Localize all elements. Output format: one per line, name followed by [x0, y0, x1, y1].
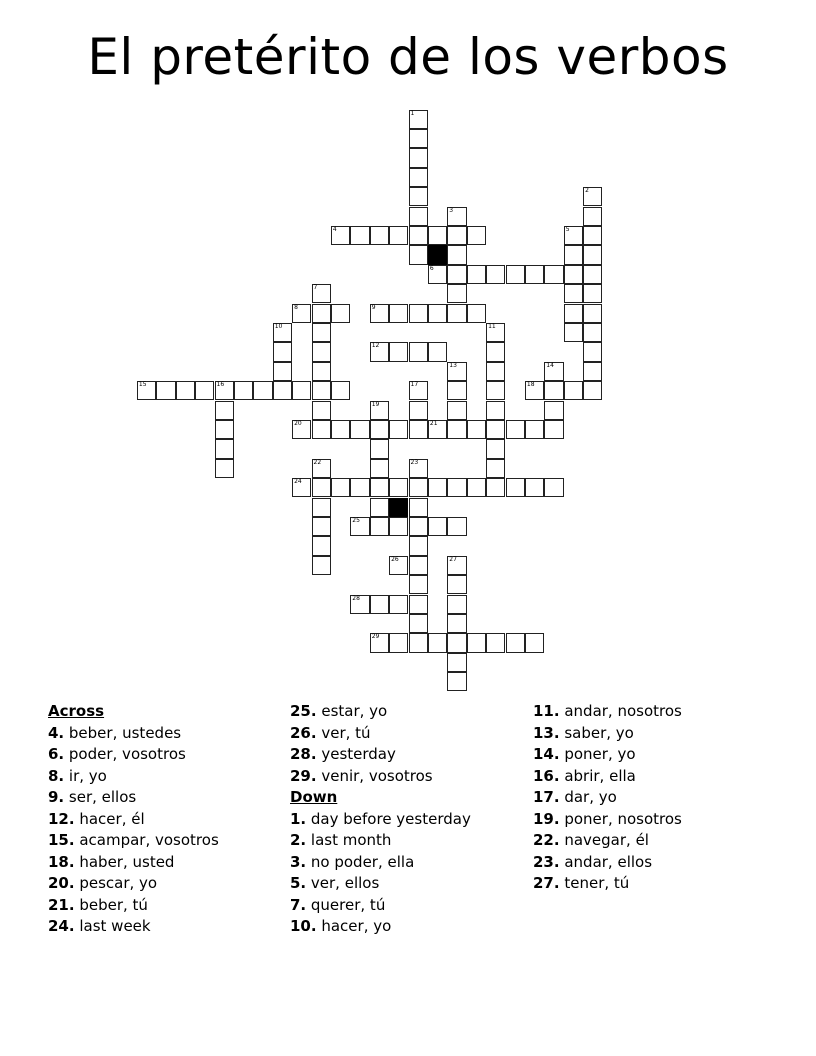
grid-cell[interactable]: [215, 381, 234, 400]
grid-cell[interactable]: [273, 362, 292, 381]
grid-cell[interactable]: [544, 420, 563, 439]
clue-item: [533, 723, 682, 745]
grid-cell[interactable]: [409, 129, 428, 148]
clue-number: 29: [371, 633, 380, 641]
clue-item-number: 29.: [290, 766, 317, 785]
grid-cell[interactable]: [447, 284, 466, 303]
grid-cell[interactable]: [215, 401, 234, 420]
grid-cell[interactable]: [486, 342, 505, 361]
grid-cell[interactable]: [409, 342, 428, 361]
clue-item-text: hacer, él: [74, 809, 145, 828]
clue-item-number: 18.: [48, 852, 75, 871]
grid-cell[interactable]: [428, 633, 447, 652]
clue-item: [533, 701, 682, 723]
grid-cell[interactable]: [370, 633, 389, 652]
grid-cell[interactable]: [467, 265, 486, 284]
clue-item-number: 19.: [533, 809, 560, 828]
clue-item-number: 1.: [290, 809, 307, 828]
grid-cell[interactable]: [564, 284, 583, 303]
grid-cell[interactable]: [467, 633, 486, 652]
clue-item-text: ser, ellos: [64, 788, 137, 806]
clue-number: 14: [546, 361, 554, 369]
clue-number: 5: [565, 225, 570, 233]
clue-item: [48, 873, 219, 895]
grid-cell[interactable]: [564, 381, 583, 400]
grid-cell[interactable]: [564, 323, 583, 342]
clue-item-text: abrir, ella: [559, 766, 636, 785]
grid-cell[interactable]: [447, 265, 466, 284]
clue-item-number: 24.: [48, 917, 75, 935]
grid-cell[interactable]: [370, 226, 389, 245]
grid-cell[interactable]: [292, 420, 311, 439]
clue-item-number: 4.: [48, 723, 65, 742]
clue-section-header: Down: [290, 788, 338, 806]
grid-cell[interactable]: [525, 633, 544, 652]
clue-item-text: no poder, ella: [306, 852, 415, 871]
clue-item-text: last week: [74, 917, 151, 935]
grid-cell[interactable]: [583, 207, 602, 226]
clue-item: [290, 916, 471, 938]
grid-cell[interactable]: [447, 420, 466, 439]
clue-number: 10: [274, 322, 283, 330]
clue-number: 26: [391, 555, 399, 563]
grid-cell[interactable]: [292, 381, 311, 400]
clue-item: [48, 787, 219, 809]
clue-item-text: andar, ellos: [559, 852, 653, 871]
grid-cell[interactable]: [409, 110, 428, 129]
clue-column-1: [48, 701, 219, 938]
grid-cell[interactable]: [447, 304, 466, 323]
grid-cell[interactable]: [312, 304, 331, 323]
grid-cell[interactable]: [447, 401, 466, 420]
grid-cell[interactable]: [370, 401, 389, 420]
grid-cell[interactable]: [506, 420, 525, 439]
grid-cell[interactable]: [137, 381, 156, 400]
grid-cell[interactable]: [409, 381, 428, 400]
grid-cell[interactable]: [409, 536, 428, 555]
grid-cell[interactable]: [525, 478, 544, 497]
clue-item-text: yesterday: [316, 745, 396, 763]
grid-cell[interactable]: [447, 245, 466, 264]
clue-item-text: haber, usted: [74, 852, 175, 871]
grid-cell[interactable]: [312, 381, 331, 400]
grid-cell[interactable]: [409, 226, 428, 245]
clue-item-number: 11.: [533, 702, 560, 720]
clue-number: 1: [410, 109, 415, 117]
grid-cell[interactable]: [409, 420, 428, 439]
clue-item: [533, 830, 682, 852]
grid-cell[interactable]: [370, 420, 389, 439]
grid-cell[interactable]: [409, 556, 428, 575]
clue-number: 19: [371, 400, 380, 408]
grid-cell[interactable]: [409, 478, 428, 497]
clue-number: 4: [332, 225, 337, 233]
clue-item: [533, 873, 682, 895]
grid-cell[interactable]: [447, 653, 466, 672]
clue-item-text: ver, ellos: [306, 874, 380, 892]
grid-cell[interactable]: [312, 556, 331, 575]
grid-cell[interactable]: [312, 284, 331, 303]
grid-cell[interactable]: [447, 633, 466, 652]
clue-number: 22: [313, 458, 322, 466]
grid-cell[interactable]: [544, 362, 563, 381]
grid-cell[interactable]: [409, 245, 428, 264]
black-square: [428, 245, 447, 264]
grid-cell[interactable]: [486, 459, 505, 478]
grid-cell[interactable]: [564, 265, 583, 284]
grid-cell[interactable]: [331, 304, 350, 323]
grid-cell[interactable]: [312, 420, 331, 439]
clue-item-number: 9.: [48, 788, 65, 806]
grid-cell[interactable]: [544, 381, 563, 400]
clue-item-number: 25.: [290, 702, 317, 720]
grid-cell[interactable]: [428, 304, 447, 323]
grid-cell[interactable]: [447, 478, 466, 497]
clue-number: 12: [371, 342, 380, 350]
clue-item-text: querer, tú: [306, 895, 386, 914]
grid-cell[interactable]: [583, 323, 602, 342]
grid-cell[interactable]: [467, 304, 486, 323]
grid-cell[interactable]: [467, 420, 486, 439]
grid-cell[interactable]: [312, 478, 331, 497]
clue-item-number: 12.: [48, 809, 75, 828]
clue-item-number: 3.: [290, 852, 307, 871]
clue-item-number: 16.: [533, 766, 560, 785]
clue-item-number: 20.: [48, 874, 75, 892]
grid-cell[interactable]: [273, 323, 292, 342]
clue-number: 27: [449, 555, 457, 563]
grid-cell[interactable]: [389, 420, 408, 439]
grid-cell[interactable]: [583, 284, 602, 303]
grid-cell[interactable]: [370, 439, 389, 458]
clue-item-text: venir, vosotros: [316, 766, 433, 785]
grid-cell[interactable]: [447, 362, 466, 381]
clue-item-number: 14.: [533, 745, 560, 763]
grid-cell[interactable]: [350, 517, 369, 536]
grid-cell[interactable]: [389, 633, 408, 652]
grid-cell[interactable]: [370, 517, 389, 536]
clue-item-text: navegar, él: [559, 831, 649, 849]
clue-number: 3: [449, 206, 454, 214]
grid-cell[interactable]: [215, 459, 234, 478]
clue-item-number: 21.: [48, 895, 75, 914]
grid-cell[interactable]: [583, 304, 602, 323]
grid-cell[interactable]: [447, 595, 466, 614]
clue-item: [48, 744, 219, 766]
clue-item: [48, 723, 219, 745]
clue-item: [533, 744, 682, 766]
grid-cell[interactable]: [331, 478, 350, 497]
grid-cell[interactable]: [331, 226, 350, 245]
clue-item-number: 26.: [290, 723, 317, 742]
grid-cell[interactable]: [525, 381, 544, 400]
puzzle-title: El pretérito de los verbos: [87, 28, 729, 86]
grid-cell[interactable]: [350, 226, 369, 245]
grid-cell[interactable]: [389, 304, 408, 323]
grid-cell[interactable]: [409, 207, 428, 226]
black-square: [389, 498, 408, 517]
clue-number: 20: [294, 419, 302, 427]
clue-item-number: 13.: [533, 723, 560, 742]
grid-cell[interactable]: [292, 304, 311, 323]
clue-number: 18: [526, 381, 535, 389]
grid-cell[interactable]: [486, 420, 505, 439]
clue-item: [48, 895, 219, 917]
grid-cell[interactable]: [195, 381, 214, 400]
clue-item: [290, 723, 471, 745]
grid-cell[interactable]: [215, 439, 234, 458]
clue-number: 23: [410, 458, 419, 466]
clue-item-text: saber, yo: [559, 723, 634, 742]
grid-cell[interactable]: [409, 148, 428, 167]
clue-number: 16: [216, 381, 225, 389]
clue-number: 9: [371, 303, 376, 311]
grid-cell[interactable]: [486, 323, 505, 342]
grid-cell[interactable]: [409, 304, 428, 323]
clue-item-text: poder, vosotros: [64, 745, 186, 763]
grid-cell[interactable]: [253, 381, 272, 400]
clue-number: 7: [313, 284, 318, 292]
grid-cell[interactable]: [409, 459, 428, 478]
clue-item: [290, 701, 471, 723]
grid-cell[interactable]: [486, 439, 505, 458]
grid-cell[interactable]: [447, 614, 466, 633]
grid-cell[interactable]: [506, 265, 525, 284]
clue-item-number: 17.: [533, 788, 560, 806]
grid-cell[interactable]: [409, 168, 428, 187]
grid-cell[interactable]: [583, 265, 602, 284]
clue-number: 28: [352, 594, 360, 602]
grid-cell[interactable]: [447, 575, 466, 594]
grid-cell[interactable]: [312, 323, 331, 342]
grid-cell[interactable]: [370, 342, 389, 361]
grid-cell[interactable]: [486, 401, 505, 420]
grid-cell[interactable]: [544, 478, 563, 497]
grid-cell[interactable]: [583, 342, 602, 361]
clue-number: 11: [488, 322, 496, 330]
clue-item-number: 2.: [290, 831, 307, 849]
grid-cell[interactable]: [292, 478, 311, 497]
clue-number: 24: [294, 478, 302, 486]
clue-item-text: last month: [306, 831, 392, 849]
grid-cell[interactable]: [312, 498, 331, 517]
grid-cell[interactable]: [156, 381, 175, 400]
grid-cell[interactable]: [370, 498, 389, 517]
grid-cell[interactable]: [389, 595, 408, 614]
grid-cell[interactable]: [409, 517, 428, 536]
clue-item-number: 23.: [533, 852, 560, 871]
grid-cell[interactable]: [370, 478, 389, 497]
grid-cell[interactable]: [583, 245, 602, 264]
clue-number: 8: [294, 303, 298, 311]
clue-number: 25: [352, 516, 360, 524]
clue-item-text: dar, yo: [559, 788, 617, 806]
clue-item: [290, 895, 471, 917]
clue-item: [533, 809, 682, 831]
grid-cell[interactable]: [409, 633, 428, 652]
grid-cell[interactable]: [447, 381, 466, 400]
grid-cell[interactable]: [409, 498, 428, 517]
grid-cell[interactable]: [215, 420, 234, 439]
grid-cell[interactable]: [447, 207, 466, 226]
grid-cell[interactable]: [583, 362, 602, 381]
grid-cell[interactable]: [409, 614, 428, 633]
clue-column-3: [533, 701, 682, 895]
grid-cell[interactable]: [486, 478, 505, 497]
grid-cell[interactable]: [409, 595, 428, 614]
grid-cell[interactable]: [389, 478, 408, 497]
clue-item-text: andar, nosotros: [559, 702, 682, 720]
grid-cell[interactable]: [544, 265, 563, 284]
clue-item-number: 6.: [48, 745, 65, 763]
clue-item-text: acampar, vosotros: [74, 831, 219, 849]
grid-cell[interactable]: [447, 556, 466, 575]
grid-cell[interactable]: [506, 633, 525, 652]
grid-cell[interactable]: [467, 226, 486, 245]
grid-cell[interactable]: [583, 226, 602, 245]
grid-cell[interactable]: [312, 401, 331, 420]
clue-item-text: tener, tú: [559, 874, 630, 892]
clue-item-text: ver, tú: [316, 723, 371, 742]
clue-item-number: 15.: [48, 831, 75, 849]
grid-cell[interactable]: [312, 459, 331, 478]
grid-cell[interactable]: [389, 556, 408, 575]
clue-column-2: [290, 701, 471, 938]
clue-item: [48, 809, 219, 831]
grid-cell[interactable]: [564, 245, 583, 264]
clue-item-text: poner, nosotros: [559, 809, 682, 828]
clue-item-text: pescar, yo: [74, 874, 158, 892]
clue-number: 6: [429, 264, 434, 272]
grid-cell[interactable]: [234, 381, 253, 400]
clue-item: [48, 766, 219, 788]
grid-cell[interactable]: [312, 362, 331, 381]
clue-item-text: beber, tú: [74, 895, 148, 914]
grid-cell[interactable]: [467, 478, 486, 497]
grid-cell[interactable]: [583, 187, 602, 206]
grid-cell[interactable]: [273, 381, 292, 400]
grid-cell[interactable]: [506, 478, 525, 497]
grid-cell[interactable]: [409, 575, 428, 594]
grid-cell[interactable]: [331, 381, 350, 400]
grid-cell[interactable]: [428, 342, 447, 361]
grid-cell[interactable]: [486, 633, 505, 652]
grid-cell[interactable]: [544, 401, 563, 420]
grid-cell[interactable]: [447, 517, 466, 536]
grid-cell[interactable]: [350, 420, 369, 439]
clue-number: 13: [449, 361, 457, 369]
clue-item: [290, 809, 471, 831]
clue-item: [48, 916, 219, 938]
clue-number: 21: [429, 419, 438, 427]
grid-cell[interactable]: [564, 304, 583, 323]
grid-cell[interactable]: [525, 265, 544, 284]
grid-cell[interactable]: [428, 226, 447, 245]
clue-item-text: day before yesterday: [306, 809, 471, 828]
grid-cell[interactable]: [525, 420, 544, 439]
clue-section-header: Across: [48, 702, 105, 720]
grid-cell[interactable]: [428, 420, 447, 439]
grid-cell[interactable]: [389, 226, 408, 245]
grid-cell[interactable]: [409, 187, 428, 206]
clue-item-number: 27.: [533, 874, 560, 892]
grid-cell[interactable]: [273, 342, 292, 361]
grid-cell[interactable]: [409, 401, 428, 420]
grid-cell[interactable]: [312, 342, 331, 361]
grid-cell[interactable]: [486, 362, 505, 381]
clue-item: [533, 852, 682, 874]
clue-item: [290, 873, 471, 895]
grid-cell[interactable]: [389, 342, 408, 361]
grid-cell[interactable]: [486, 381, 505, 400]
grid-cell[interactable]: [370, 595, 389, 614]
grid-cell[interactable]: [370, 459, 389, 478]
clue-item: [48, 830, 219, 852]
clue-item: [533, 766, 682, 788]
clue-item: [533, 787, 682, 809]
grid-cell[interactable]: [428, 478, 447, 497]
clue-number: 17: [410, 381, 419, 389]
grid-cell[interactable]: [389, 517, 408, 536]
clue-item-text: poner, yo: [559, 745, 636, 763]
clue-item-text: ir, yo: [64, 766, 107, 785]
grid-cell[interactable]: [583, 381, 602, 400]
grid-cell[interactable]: [486, 265, 505, 284]
grid-cell[interactable]: [370, 304, 389, 323]
clue-item: [290, 744, 471, 766]
grid-cell[interactable]: [564, 226, 583, 245]
clue-item-text: hacer, yo: [316, 917, 392, 935]
clue-item-number: 7.: [290, 895, 307, 914]
clue-item-number: 8.: [48, 766, 65, 785]
grid-cell[interactable]: [312, 536, 331, 555]
grid-cell[interactable]: [447, 672, 466, 691]
clue-item: [48, 852, 219, 874]
clue-item-number: 5.: [290, 874, 307, 892]
clue-item-number: 10.: [290, 917, 317, 935]
grid-cell[interactable]: [350, 478, 369, 497]
grid-cell[interactable]: [176, 381, 195, 400]
grid-cell[interactable]: [350, 595, 369, 614]
grid-cell[interactable]: [331, 420, 350, 439]
clue-number: 15: [138, 381, 147, 389]
clue-item-text: estar, yo: [316, 702, 388, 720]
clue-item: [290, 852, 471, 874]
clue-item: [290, 766, 471, 788]
clue-item-text: beber, ustedes: [64, 723, 182, 742]
clue-item-number: 22.: [533, 831, 560, 849]
clue-item: [290, 830, 471, 852]
clue-number: 2: [585, 187, 589, 195]
grid-cell[interactable]: [428, 265, 447, 284]
clue-item-number: 28.: [290, 745, 317, 763]
grid-cell[interactable]: [447, 226, 466, 245]
grid-cell[interactable]: [312, 517, 331, 536]
grid-cell[interactable]: [428, 517, 447, 536]
